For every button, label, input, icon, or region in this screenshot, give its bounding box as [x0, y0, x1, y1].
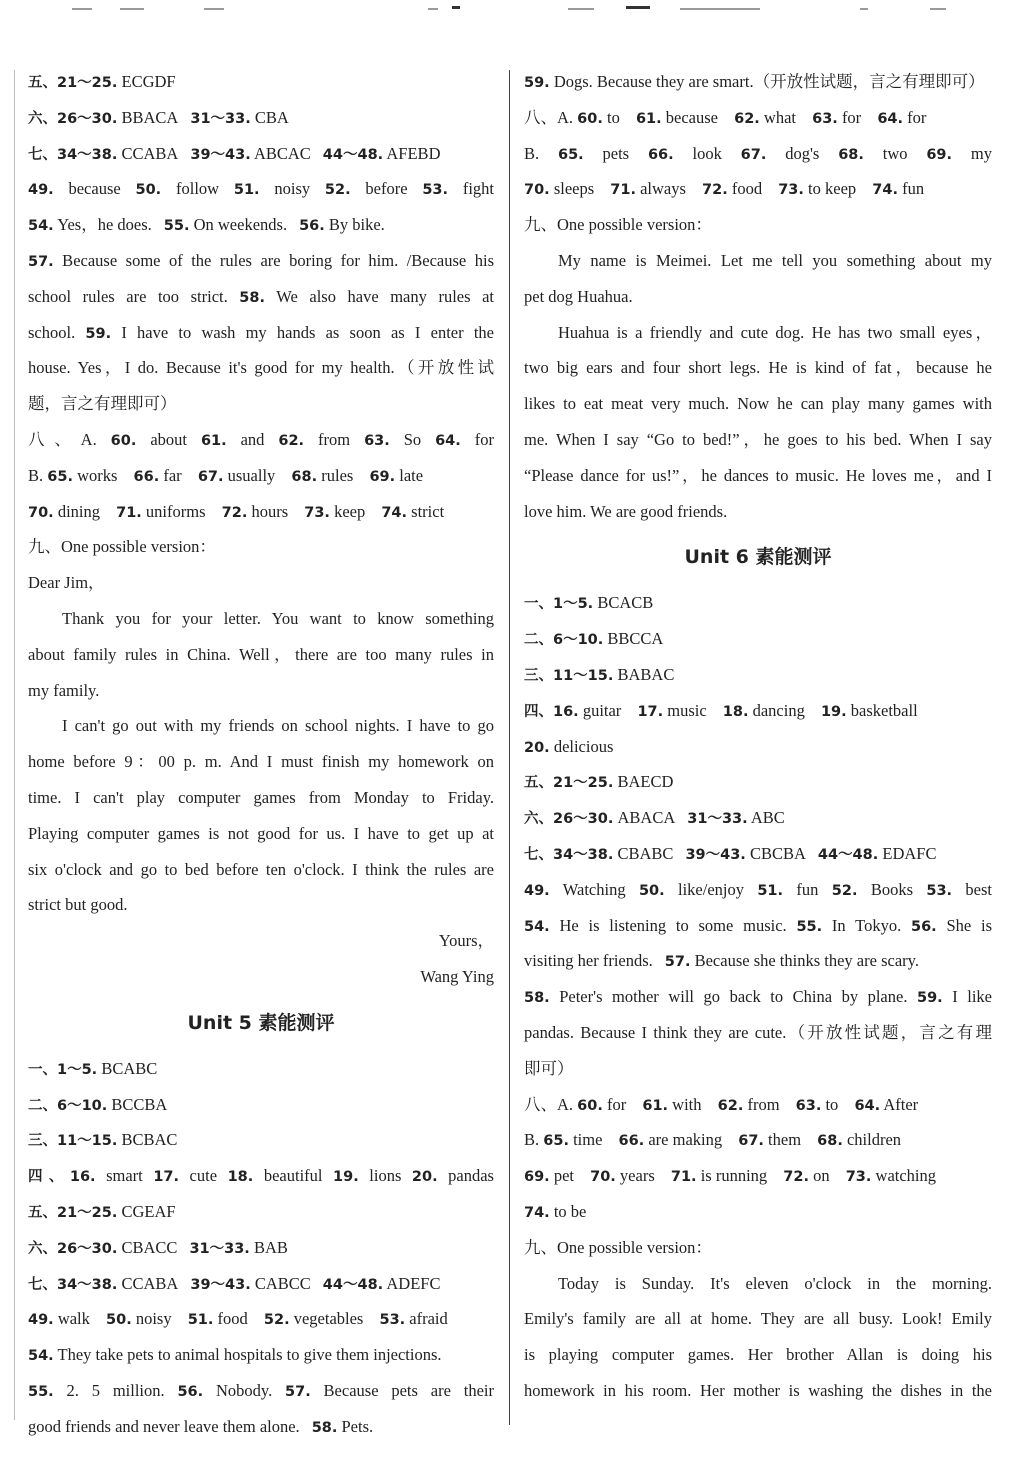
text-line: 55. 2. 5 million. 56. Nobody. 57. Because pets are their [28, 1380, 494, 1400]
text-line: time. I can't play computer games from Monday to Friday. [28, 787, 494, 807]
text-line: likes to eat meat very much. Now he can play many games with [524, 394, 992, 414]
item-number: 七、34～38. [28, 1276, 118, 1293]
item-number: 六、26～30. [28, 1240, 118, 1257]
item-number: 51. [187, 1312, 214, 1329]
text-line: 54. He is listening to some music. 55. In Tokyo. 56. She is [524, 915, 992, 935]
item-number: 74. [381, 504, 408, 521]
item-number: 58. [239, 289, 265, 306]
item-number: 67. [738, 1133, 764, 1150]
item-number: 61. [200, 432, 227, 449]
item-number: 50. [135, 182, 162, 199]
item-number: 五、21～25. [28, 1204, 118, 1221]
item-number: 58. [311, 1419, 338, 1436]
text-line: 六、26～30. ABACA 31～33. ABC [524, 808, 785, 828]
text-line: pet dog Huahua. [524, 286, 633, 306]
item-number: 20. [524, 739, 550, 756]
top-edge-marks [0, 0, 1024, 20]
item-number: 60. [577, 1097, 603, 1114]
column-divider [509, 70, 510, 1425]
item-number: 60. [110, 432, 137, 449]
left-margin-rule [14, 70, 15, 1420]
item-number: 71. [116, 504, 142, 521]
left-column [28, 64, 494, 1444]
text-line: school. 59. I have to wash my hands as soon as I enter the [28, 322, 494, 342]
section-heading: Unit 6 素能测评 [684, 546, 832, 569]
text-line: 六、26～30. CBACC 31～33. BAB [28, 1237, 288, 1257]
item-number: 59. [917, 990, 943, 1007]
text-line: 八、A. 60. to 61. because 62. what 63. for 64. for [524, 107, 927, 127]
item-number: 51. [233, 182, 260, 199]
text-line: Playing computer games is not good for us. I have to get up at [28, 823, 494, 843]
text-line: Dear Jim， [28, 573, 105, 593]
text-line: good friends and never leave them alone. 58. Pets. [28, 1416, 374, 1436]
text-line: Thank you for your letter. You want to know something [62, 608, 494, 628]
item-number: 71. [610, 182, 636, 199]
item-number: 65. [47, 468, 73, 485]
item-number: 19. [820, 703, 847, 720]
item-number: 72. [221, 504, 248, 521]
text-line: Today is Sunday. It's eleven o'clock in the morning. [558, 1273, 992, 1293]
item-number: 74. [524, 1204, 550, 1221]
text-line: 57. Because some of the rules are boring for him. /Because his [28, 250, 494, 270]
text-line: house. Yes，I do. Because it's good for my health.（开放性试 [28, 358, 494, 378]
text-line: 题，言之有理即可） [28, 394, 177, 414]
text-line: 三、11～15. BABAC [524, 664, 675, 684]
item-number: 70. [590, 1169, 616, 1186]
section-heading: Unit 5 素能测评 [187, 1011, 335, 1034]
item-number: 63. [812, 110, 838, 127]
item-number: 70. [28, 504, 54, 521]
text-line: 54. They take pets to animal hospitals to give them injections. [28, 1345, 442, 1365]
text-line: Emily's family are all at home. They are all busy. Look! Emily [524, 1309, 992, 1329]
item-number: 53. [926, 882, 953, 899]
text-line: 二、6～10. BCCBA [28, 1094, 168, 1114]
item-number: 74. [872, 182, 898, 199]
item-number: 68. [817, 1133, 843, 1150]
item-number: 69. [524, 1169, 550, 1186]
item-number: 七、34～38. [524, 846, 614, 863]
item-number: 67. [740, 146, 767, 163]
item-number: 55. [28, 1383, 54, 1400]
item-number: 五、21～25. [28, 75, 118, 91]
item-number: 63. [795, 1097, 822, 1114]
text-line: 九、One possible version： [524, 215, 712, 235]
item-number: 70. [524, 182, 550, 199]
item-number: 66. [133, 468, 160, 485]
text-line: visiting her friends. 57. Because she thinks they are scary. [524, 951, 919, 971]
text-line: 五、21～25. CGEAF [28, 1201, 176, 1221]
text-line: 七、34～38. CBABC 39～43. CBCBA 44～48. EDAFC [524, 843, 937, 863]
item-number: 64. [877, 110, 903, 127]
item-number: 64. [854, 1097, 881, 1114]
item-number: 一、1～5. [524, 596, 594, 613]
item-number: 39～43. [190, 146, 251, 163]
item-number: 一、1～5. [28, 1061, 98, 1078]
item-number: 54. [28, 1348, 54, 1365]
item-number: 39～43. [190, 1276, 251, 1293]
item-number: 17. [153, 1169, 179, 1186]
text-line: 七、34～38. CCABA 39～43. ABCAC 44～48. AFEBD [28, 143, 441, 163]
item-number: 49. [28, 182, 54, 199]
text-line: is playing computer games. Her brother Allan is doing his [524, 1345, 992, 1365]
item-number: 五、21～25. [524, 775, 614, 792]
item-number: 53. [379, 1312, 406, 1329]
item-number: 61. [635, 110, 662, 127]
item-number: 64. [435, 432, 461, 449]
item-number: 54. [28, 218, 54, 235]
item-number: 58. [524, 990, 550, 1007]
text-line: 20. delicious [524, 736, 614, 756]
text-line: 70. sleeps 71. always 72. food 73. to keep 74. fun [524, 179, 925, 199]
item-number: 49. [524, 882, 550, 899]
item-number: 52. [324, 182, 351, 199]
item-number: 50. [106, 1312, 132, 1329]
item-number: 55. [796, 918, 823, 935]
item-number: 三、11～15. [28, 1133, 118, 1150]
item-number: 68. [291, 468, 318, 485]
item-number: 66. [647, 146, 674, 163]
item-number: 52. [831, 882, 858, 899]
text-line: 七、34～38. CCABA 39～43. CABCC 44～48. ADEFC [28, 1273, 441, 1293]
item-number: 20. [411, 1169, 438, 1186]
text-line: 49. Watching 50. like/enjoy 51. fun 52. Books 53. best [524, 879, 992, 899]
item-number: 31～33. [189, 1240, 250, 1257]
text-line: 49. walk 50. noisy 51. food 52. vegetables 53. afraid [28, 1309, 448, 1329]
item-number: 七、34～38. [28, 146, 118, 163]
item-number: 56. [177, 1383, 204, 1400]
item-number: 56. [911, 918, 937, 935]
text-line: 六、26～30. BBACA 31～33. CBA [28, 107, 289, 127]
text-line: 八、A. 60. for 61. with 62. from 63. to 64. After [524, 1094, 919, 1114]
text-line: strict but good. [28, 895, 128, 915]
text-line: 即可） [524, 1058, 574, 1078]
text-line: 58. Peter's mother will go back to China by plane. 59. I like [524, 987, 992, 1007]
item-number: 59. [524, 75, 550, 91]
item-number: 44～48. [817, 846, 879, 863]
item-number: 四、16. [524, 703, 579, 720]
text-line: 49. because 50. follow 51. noisy 52. before 53. fight [28, 179, 494, 199]
text-line: “Please dance for us!”，he dances to music. He loves me，and I [524, 465, 992, 485]
item-number: 69. [369, 468, 396, 485]
item-number: 73. [304, 504, 330, 521]
item-number: 69. [926, 146, 953, 163]
text-line: homework in his room. Her mother is washing the dishes in the [524, 1380, 992, 1400]
text-line: B. 65. works 66. far 67. usually 68. rules 69. late [28, 465, 424, 485]
item-number: 二、6～10. [28, 1097, 108, 1114]
text-line: Wang Ying [420, 966, 494, 986]
text-line: pandas. Because I think they are cute.（开放性试题，言之有理 [524, 1022, 992, 1042]
text-line: 74. to be [524, 1201, 587, 1221]
item-number: 19. [333, 1169, 359, 1186]
text-line: 五、21～25. BAECD [524, 772, 674, 792]
item-number: 60. [577, 110, 603, 127]
item-number: 六、26～30. [28, 110, 118, 127]
text-line: 九、One possible version： [28, 537, 216, 557]
item-number: 17. [637, 703, 664, 720]
text-line: I can't go out with my friends on school nights. I have to go [62, 716, 494, 736]
text-line: 四、16. smart 17. cute 18. beautiful 19. lions 20. pandas [28, 1166, 494, 1186]
text-line: 54. Yes，he does. 55. On weekends. 56. By bike. [28, 215, 385, 235]
item-number: 65. [543, 1133, 569, 1150]
item-number: 57. [28, 253, 54, 270]
item-number: 六、26～30. [524, 811, 614, 828]
text-line: 59. Dogs. Because they are smart.（开放性试题，言之有理即可） [524, 72, 985, 91]
item-number: 55. [163, 218, 190, 235]
right-column [524, 64, 992, 1409]
text-line: two big ears and four short legs. He is kind of fat，because he [524, 358, 992, 378]
text-line: 五、21～25. ECGDF [28, 72, 176, 91]
item-number: 61. [642, 1097, 669, 1114]
item-number: 56. [299, 218, 325, 235]
item-number: 71. [670, 1169, 697, 1186]
item-number: 73. [845, 1169, 872, 1186]
item-number: 51. [757, 882, 784, 899]
item-number: 18. [227, 1169, 254, 1186]
text-line: 九、One possible version： [524, 1237, 712, 1257]
item-number: 44～48. [322, 1276, 384, 1293]
text-line: Huahua is a friendly and cute dog. He has two small eyes， [558, 322, 992, 342]
item-number: 63. [364, 432, 390, 449]
item-number: 57. [664, 954, 691, 971]
text-line: home before 9：00 p. m. And I must finish my homework on [28, 752, 494, 772]
text-line: 二、6～10. BBCCA [524, 629, 664, 649]
text-line: school rules are too strict. 58. We also have many rules at [28, 286, 494, 306]
item-number: 39～43. [685, 846, 746, 863]
item-number: 66. [618, 1133, 645, 1150]
text-line: B. 65. pets 66. look 67. dog's 68. two 69. my [524, 143, 992, 163]
item-number: 62. [734, 110, 760, 127]
text-line: 69. pet 70. years 71. is running 72. on 73. watching [524, 1166, 937, 1186]
item-number: 65. [557, 146, 584, 163]
item-number: 18. [722, 703, 749, 720]
item-number: 67. [197, 468, 224, 485]
item-number: 54. [524, 918, 550, 935]
item-number: 三、11～15. [524, 667, 614, 684]
text-line: 八、A. 60. about 61. and 62. from 63. So 64. for [28, 429, 494, 449]
text-line: 一、1～5. BCACB [524, 593, 654, 613]
item-number: 57. [285, 1383, 311, 1400]
text-line: 70. dining 71. uniforms 72. hours 73. keep 74. strict [28, 501, 445, 521]
item-number: 52. [263, 1312, 290, 1329]
item-number: 53. [422, 182, 449, 199]
item-number: 四、16. [28, 1169, 96, 1186]
text-line: about family rules in China. Well，there are too many rules in [28, 644, 494, 664]
item-number: 59. [85, 325, 112, 342]
text-line: 四、16. guitar 17. music 18. dancing 19. basketball [524, 700, 918, 720]
item-number: 72. [783, 1169, 809, 1186]
item-number: 68. [838, 146, 864, 163]
text-line: B. 65. time 66. are making 67. them 68. children [524, 1130, 902, 1150]
text-line: 一、1～5. BCABC [28, 1058, 158, 1078]
item-number: 73. [778, 182, 804, 199]
text-line: six o'clock and go to bed before ten o'clock. I think the rules are [28, 859, 494, 879]
text-line: my family. [28, 680, 100, 700]
item-number: 二、6～10. [524, 632, 604, 649]
item-number: 62. [278, 432, 305, 449]
text-line: Yours， [438, 931, 494, 951]
item-number: 62. [717, 1097, 744, 1114]
item-number: 31～33. [190, 110, 251, 127]
item-number: 72. [702, 182, 728, 199]
text-line: love him. We are good friends. [524, 501, 728, 521]
item-number: 50. [638, 882, 665, 899]
item-number: 44～48. [322, 146, 384, 163]
item-number: 49. [28, 1312, 54, 1329]
text-line: 三、11～15. BCBAC [28, 1130, 178, 1150]
text-line: me. When I say “Go to bed!”，he goes to his bed. When I say [524, 429, 992, 449]
text-line: My name is Meimei. Let me tell you something about my [558, 250, 992, 270]
item-number: 31～33. [687, 811, 748, 828]
